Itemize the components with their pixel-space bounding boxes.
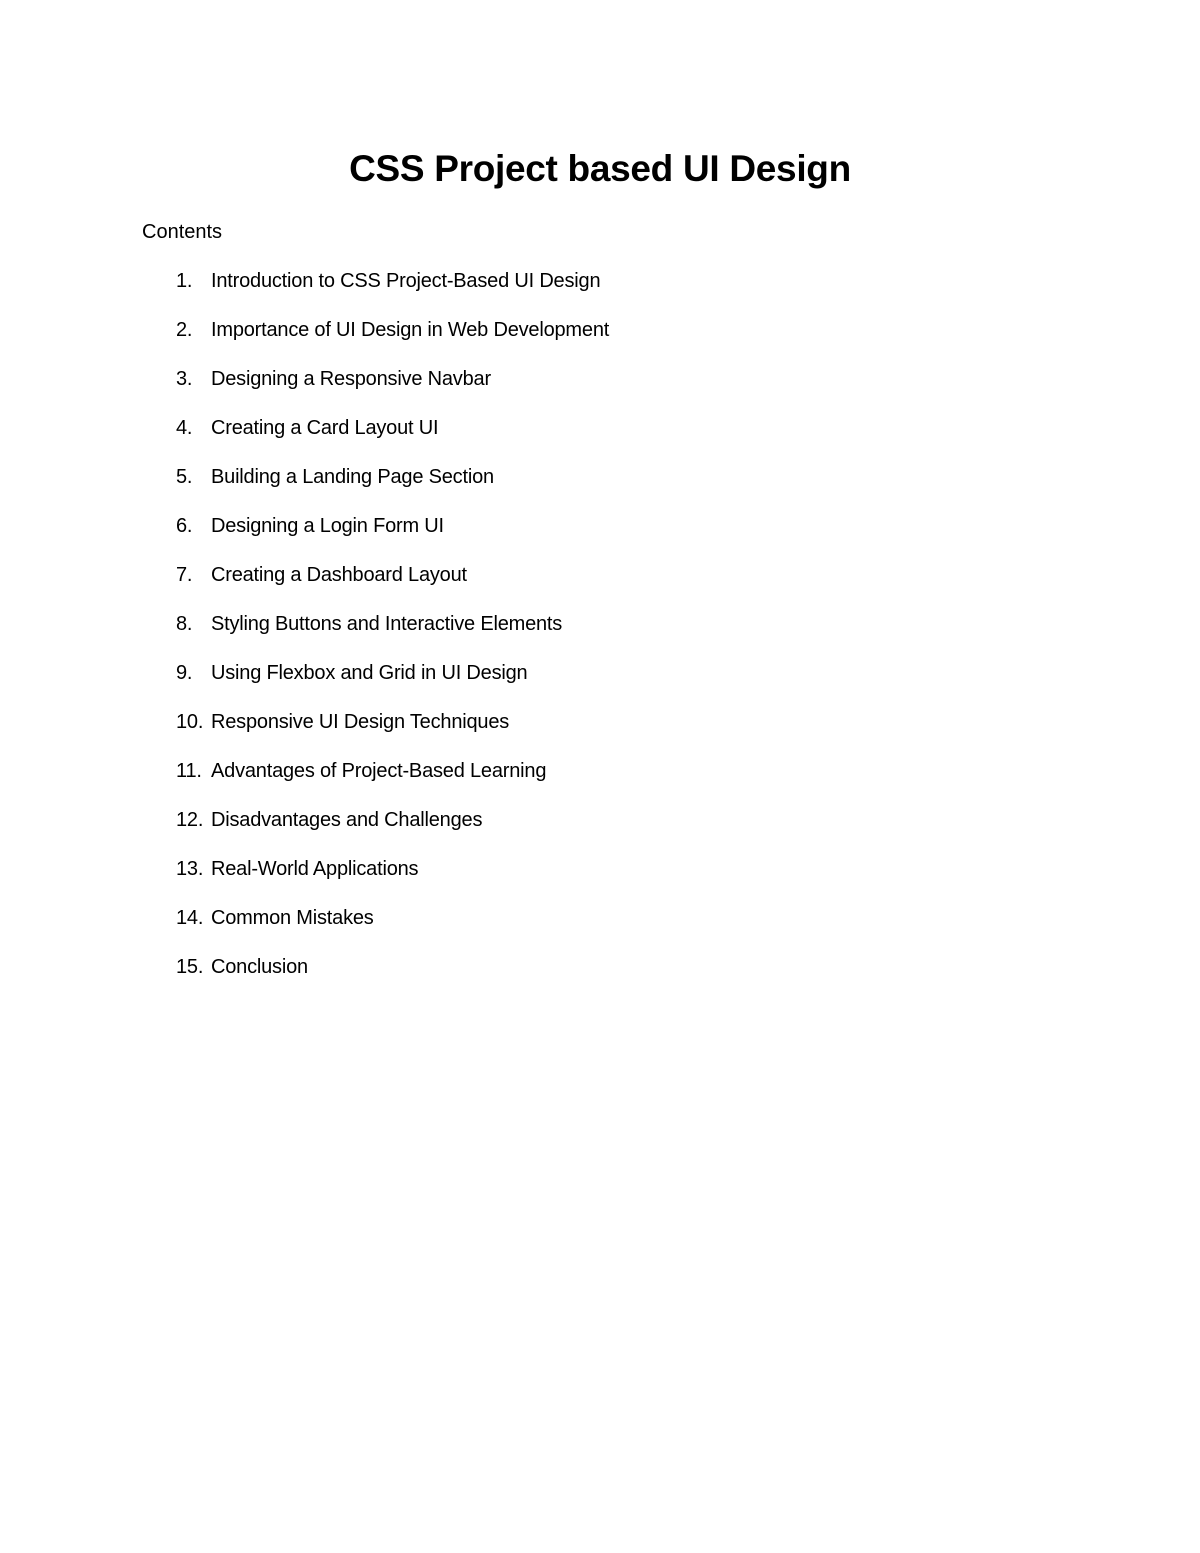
toc-item-number: 4. bbox=[176, 417, 193, 439]
toc-item bbox=[0, 366, 1200, 415]
toc-item-text: Common Mistakes bbox=[211, 907, 374, 929]
toc-item-number: 3. bbox=[176, 368, 193, 390]
contents-label: Contents bbox=[142, 221, 223, 243]
toc-item-text: Real-World Applications bbox=[211, 858, 419, 880]
toc-item bbox=[0, 905, 1200, 954]
toc-item bbox=[0, 513, 1200, 562]
toc-item bbox=[0, 611, 1200, 660]
toc-item-number: 14. bbox=[176, 907, 204, 929]
toc-item bbox=[0, 562, 1200, 611]
table-of-contents bbox=[0, 268, 1200, 1003]
toc-item-text: Building a Landing Page Section bbox=[211, 466, 494, 488]
toc-item bbox=[0, 415, 1200, 464]
toc-item-text: Designing a Responsive Navbar bbox=[211, 368, 491, 390]
toc-item-text: Conclusion bbox=[211, 956, 308, 978]
toc-item bbox=[0, 954, 1200, 1003]
toc-item bbox=[0, 856, 1200, 905]
toc-item-text: Advantages of Project-Based Learning bbox=[211, 760, 547, 782]
document-title: CSS Project based UI Design bbox=[349, 148, 851, 189]
toc-item bbox=[0, 660, 1200, 709]
toc-item-number: 13. bbox=[176, 858, 204, 880]
toc-item-number: 5. bbox=[176, 466, 193, 488]
toc-item-number: 6. bbox=[176, 515, 193, 537]
toc-item-number: 10. bbox=[176, 711, 204, 733]
toc-item bbox=[0, 709, 1200, 758]
toc-item bbox=[0, 317, 1200, 366]
toc-item-text: Creating a Dashboard Layout bbox=[211, 564, 467, 586]
toc-item bbox=[0, 807, 1200, 856]
toc-item-number: 2. bbox=[176, 319, 193, 341]
toc-item bbox=[0, 464, 1200, 513]
toc-item-text: Using Flexbox and Grid in UI Design bbox=[211, 662, 528, 684]
toc-item-text: Designing a Login Form UI bbox=[211, 515, 444, 537]
toc-item-text: Responsive UI Design Techniques bbox=[211, 711, 510, 733]
toc-item-number: 15. bbox=[176, 956, 204, 978]
toc-item-number: 11. bbox=[176, 760, 202, 782]
toc-item-text: Styling Buttons and Interactive Elements bbox=[211, 613, 563, 635]
toc-item-text: Introduction to CSS Project-Based UI Design bbox=[211, 270, 601, 292]
toc-item-number: 9. bbox=[176, 662, 193, 684]
toc-item bbox=[0, 758, 1200, 807]
toc-item-number: 1. bbox=[176, 270, 193, 292]
toc-item-text: Importance of UI Design in Web Development bbox=[211, 319, 610, 341]
toc-item-number: 12. bbox=[176, 809, 204, 831]
toc-item-text: Disadvantages and Challenges bbox=[211, 809, 483, 831]
toc-item-text: Creating a Card Layout UI bbox=[211, 417, 439, 439]
toc-item-number: 7. bbox=[176, 564, 193, 586]
toc-item-number: 8. bbox=[176, 613, 193, 635]
toc-item bbox=[0, 268, 1200, 317]
